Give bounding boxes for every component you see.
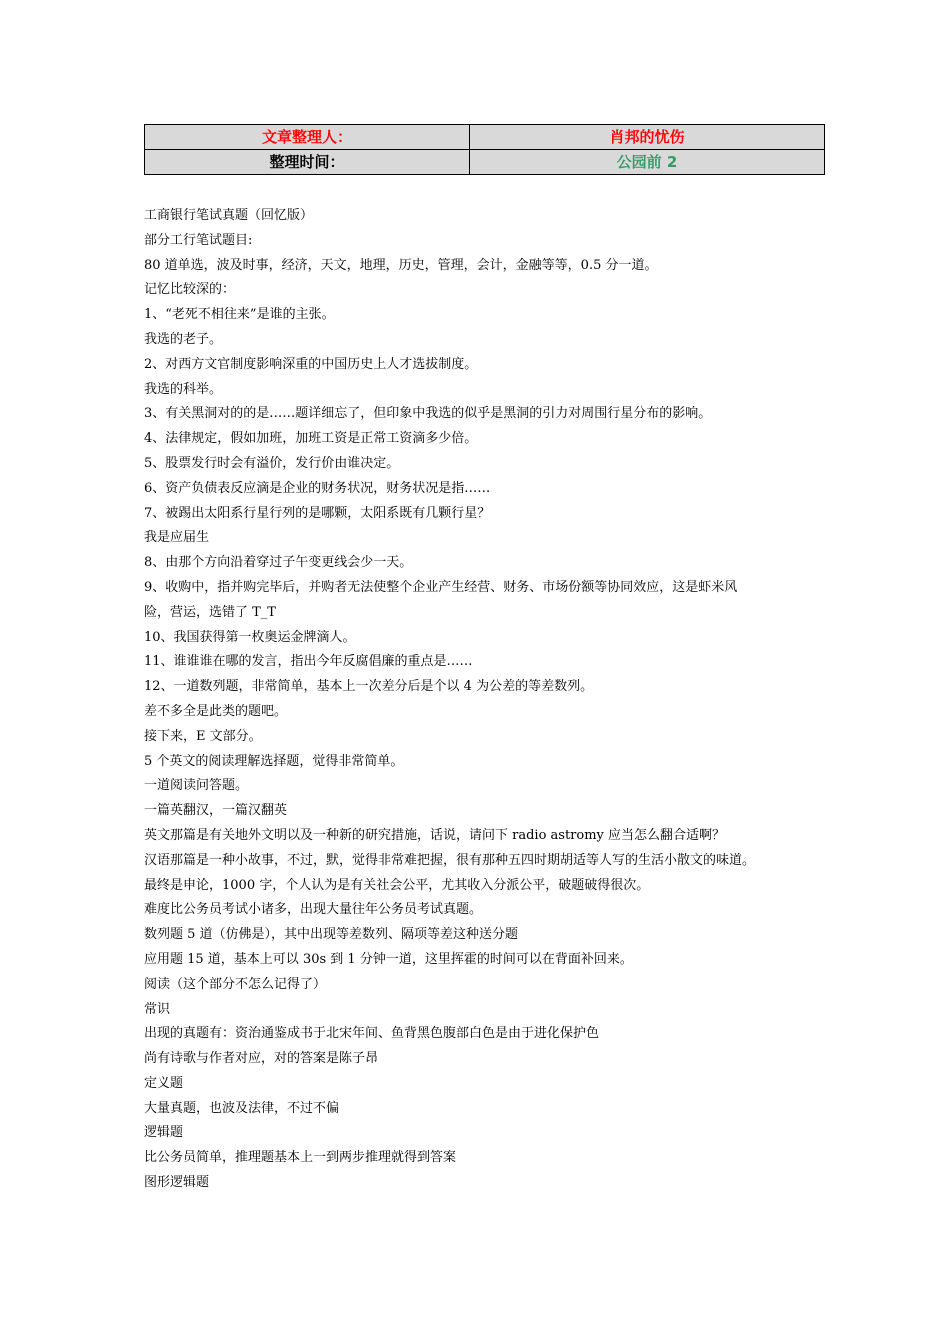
document-body [144, 204, 814, 1196]
text-line: 我选的老子。 [144, 331, 223, 347]
text-line: 一篇英翻汉，一篇汉翻英 [144, 803, 288, 819]
time-label: 整理时间： [145, 150, 470, 175]
text-line: 接下来，E 文部分。 [144, 728, 262, 744]
organizer-value: 肖邦的忧伤 [470, 125, 825, 150]
time-row [145, 150, 825, 175]
text-line: 5 个英文的阅读理解选择题，觉得非常简单。 [144, 753, 404, 769]
organizer-row [145, 125, 825, 150]
text-line: 11、谁谁谁在哪的发言，指出今年反腐倡廉的重点是…… [144, 654, 473, 670]
time-value: 公园前 2 [470, 150, 825, 175]
text-line: 12、一道数列题，非常简单，基本上一次差分后是个以 4 为公差的等差数列。 [144, 679, 594, 695]
text-line: 一道阅读问答题。 [144, 778, 249, 794]
text-line: 6、资产负债表反应滴是企业的财务状况，财务状况是指…… [144, 480, 491, 496]
text-line: 数列题 5 道（仿佛是），其中出现等差数列、隔项等差这种送分题 [144, 927, 519, 943]
text-line: 逻辑题 [144, 1125, 184, 1141]
text-line: 尚有诗歌与作者对应，对的答案是陈子昂 [144, 1051, 379, 1067]
text-line: 4、法律规定，假如加班，加班工资是正常工资滴多少倍。 [144, 431, 478, 447]
text-line: 10、我国获得第一枚奥运金牌滴人。 [144, 629, 356, 645]
text-line: 阅读（这个部分不怎么记得了） [144, 976, 327, 992]
text-line: 3、有关黑洞对的的是……题详细忘了，但印象中我选的似乎是黑洞的引力对周围行星分布的影响。 [144, 406, 712, 422]
text-line: 记忆比较深的： [144, 282, 236, 298]
text-line: 7、被踢出太阳系行星行列的是哪颗，太阳系既有几颗行星？ [144, 505, 491, 521]
text-line: 应用题 15 道，基本上可以 30s 到 1 分钟一道，这里挥霍的时间可以在背面补回来。 [144, 951, 633, 967]
text-line: 工商银行笔试真题（回忆版） [144, 208, 314, 223]
text-line: 英文那篇是有关地外文明以及一种新的研究措施，话说，请问下 radio astromy 应当怎么翻合适啊？ [144, 827, 726, 843]
text-line: 8、由那个方向沿着穿过子午变更线会少一天。 [144, 555, 413, 571]
text-line: 难度比公务员考试小诸多，出现大量往年公务员考试真题。 [144, 902, 483, 918]
text-line: 比公务员简单，推理题基本上一到两步推理就得到答案 [144, 1150, 457, 1166]
text-line: 常识 [144, 1001, 171, 1017]
text-line: 最终是申论，1000 字，个人认为是有关社会公平，尤其收入分派公平，破题破得很次。 [144, 877, 650, 893]
text-line: 汉语那篇是一种小故事，不过，默，觉得非常难把握，很有那种五四时期胡适等人写的生活小散文的味道。 [144, 852, 756, 868]
header-info-table [144, 124, 825, 175]
text-line: 80 道单选，波及时事，经济，天文，地理，历史，管理，会计，金融等等，0.5 分一道。 [144, 257, 658, 273]
text-line: 9、收购中，指并购完毕后，并购者无法使整个企业产生经营、财务、市场份额等协同效应，这是虾米风 [144, 579, 738, 595]
text-line: 我选的科举。 [144, 381, 223, 397]
text-line: 差不多全是此类的题吧。 [144, 703, 288, 719]
text-line: 我是应届生 [144, 530, 210, 546]
text-line: 定义题 [144, 1075, 184, 1091]
text-line: 1、“老死不相往来”是谁的主张。 [144, 307, 335, 323]
text-line: 部分工行笔试题目: [144, 232, 253, 248]
text-line: 2、对西方文官制度影响深重的中国历史上人才选拔制度。 [144, 356, 478, 372]
text-line: 出现的真题有：资治通鉴成书于北宋年间、鱼背黑色腹部白色是由于进化保护色 [144, 1026, 600, 1042]
text-line: 5、股票发行时会有溢价，发行价由谁决定。 [144, 455, 400, 471]
text-line: 图形逻辑题 [144, 1175, 210, 1191]
text-line: 大量真题，也波及法律，不过不偏 [144, 1100, 340, 1116]
text-line: 险，营运，选错了 T_T [144, 604, 276, 620]
organizer-label: 文章整理人： [145, 125, 470, 150]
